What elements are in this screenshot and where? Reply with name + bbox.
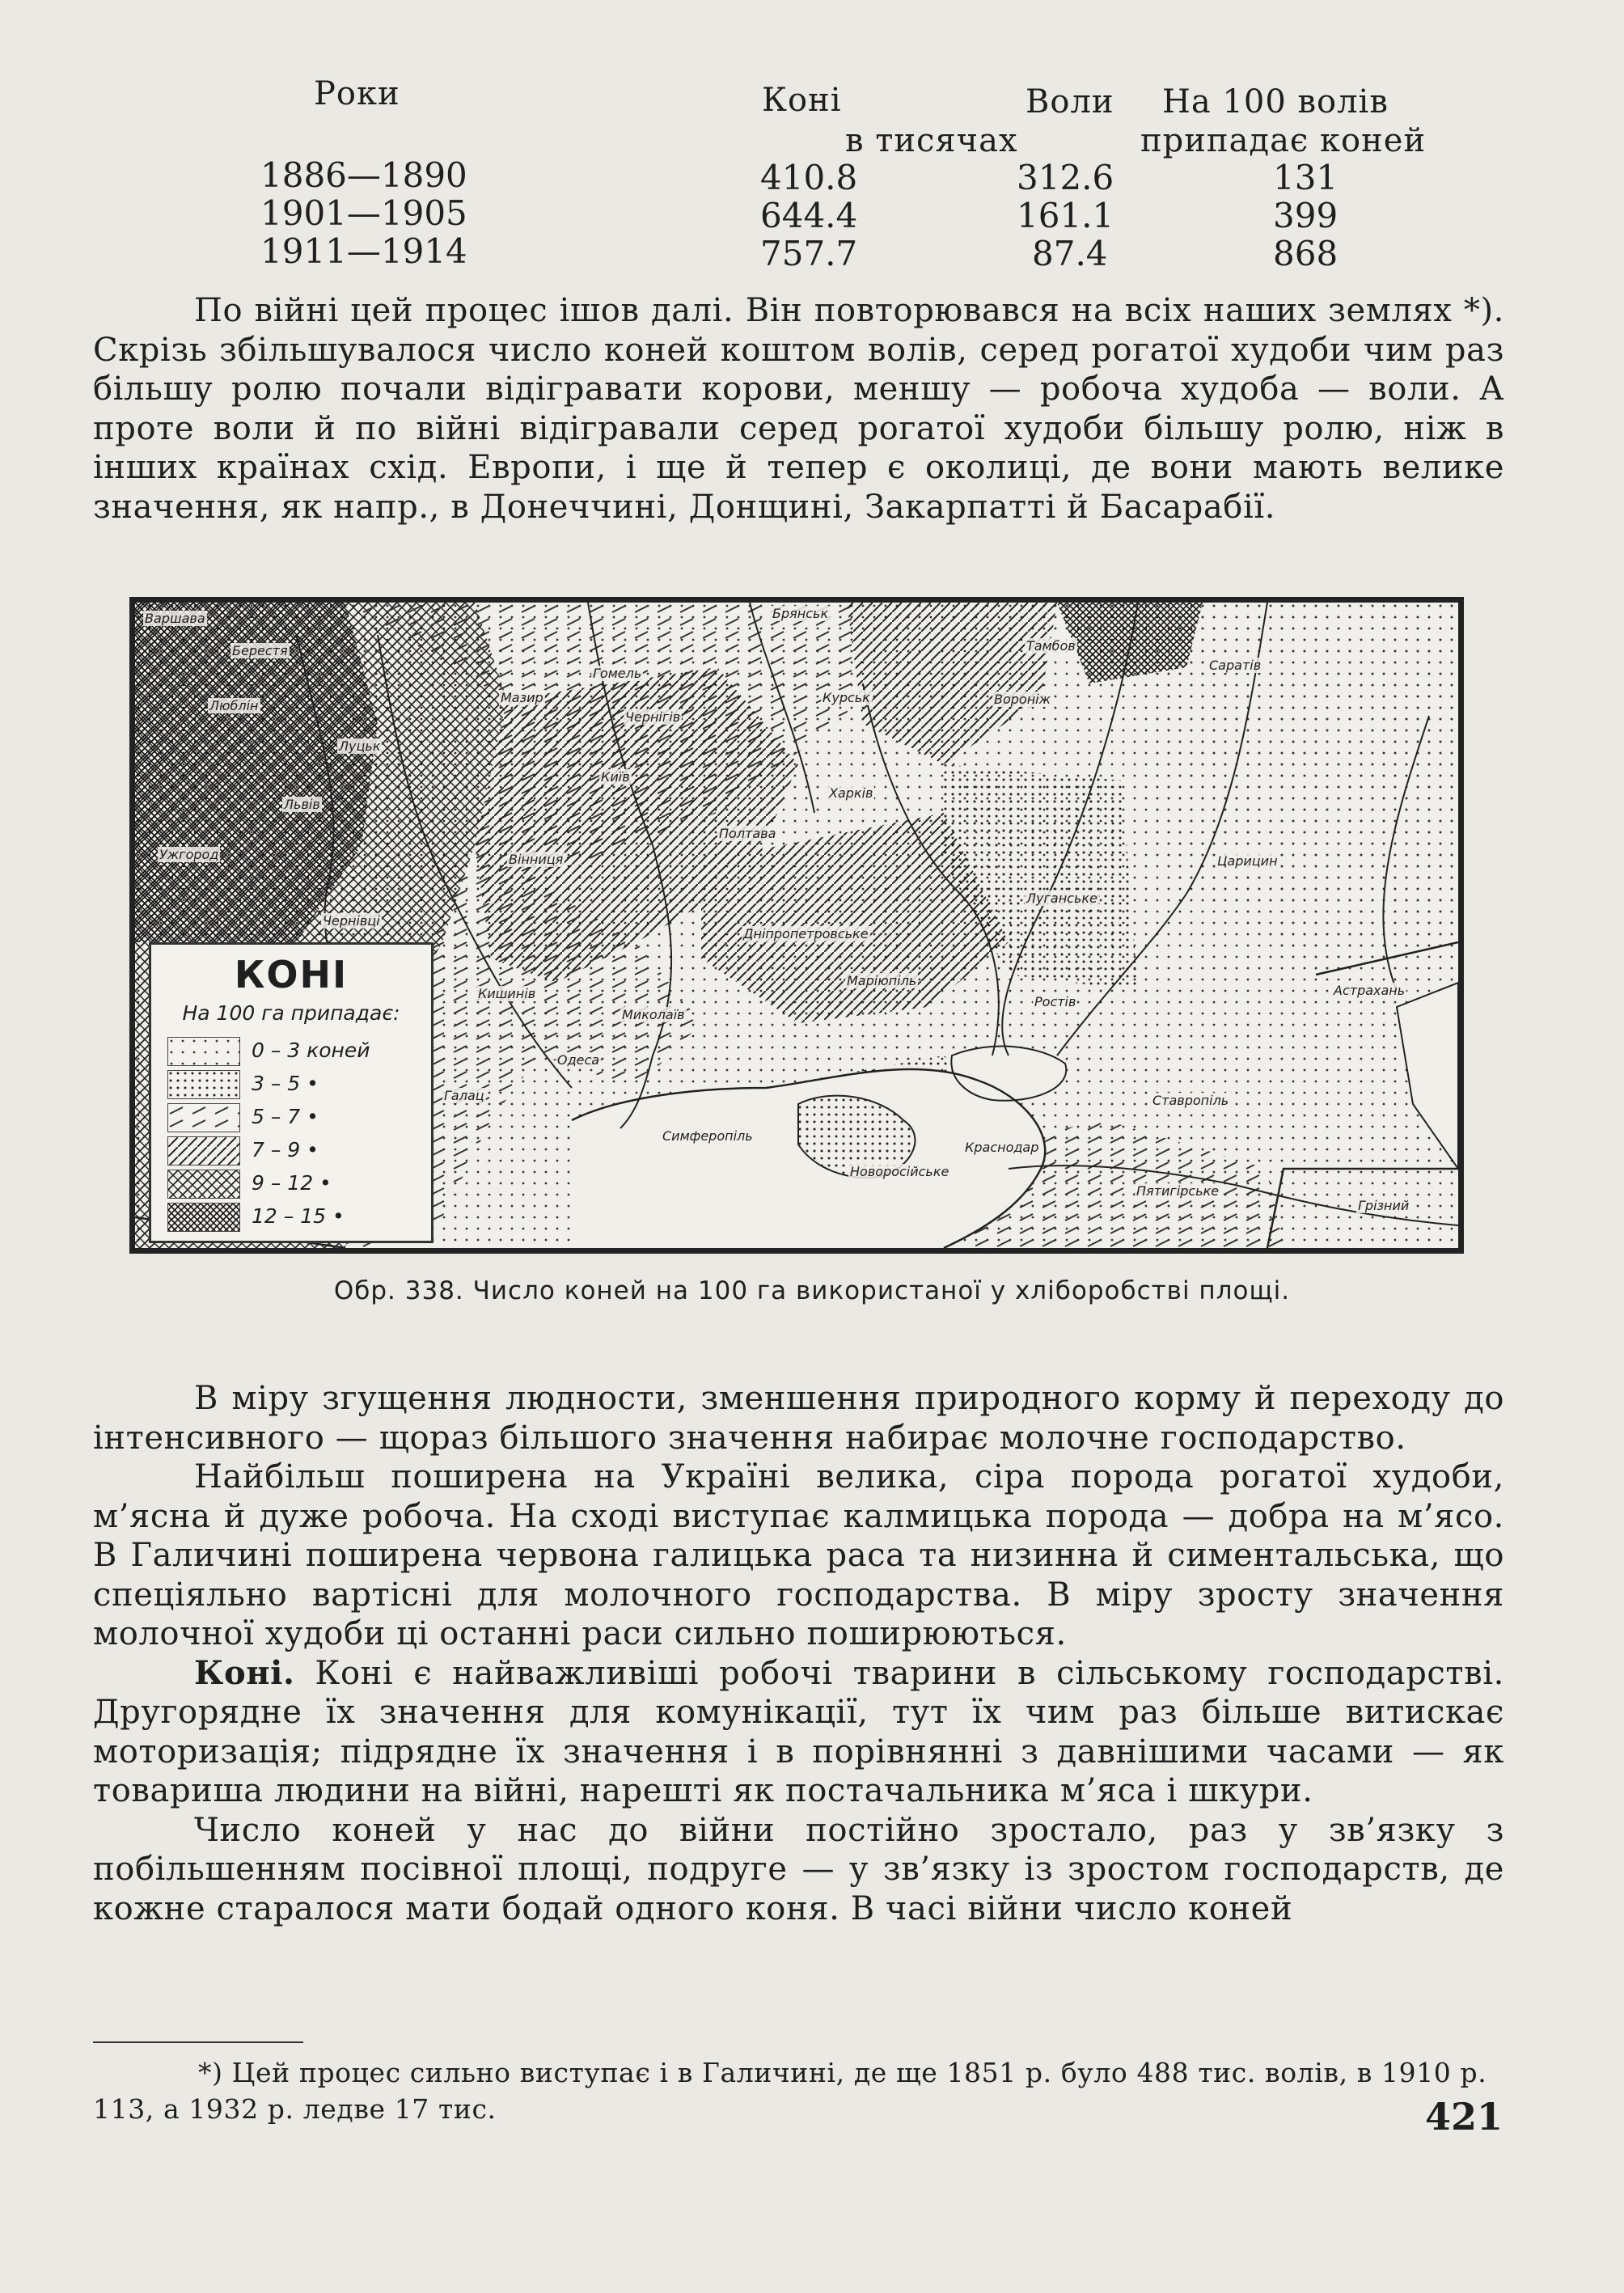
table-cell-horses: 757.7 xyxy=(760,234,858,273)
city-label: Миколаїв xyxy=(622,1007,685,1022)
city-label: Царицин xyxy=(1217,853,1278,869)
legend-label: 3 – 5 • xyxy=(252,1072,319,1095)
table-header-oxen: Воли xyxy=(1026,83,1114,121)
table-header-per100-sub: припадає коней xyxy=(1140,122,1427,159)
table-header-years: Роки xyxy=(314,75,400,112)
paragraph-text: Число коней у нас до війни постійно зростало, раз у зв’язку з побільшенням посівної площі, подруге — у зв’язку із зростом господарств, де кожне старалося мати бодай одного коня. В часі війни число коней xyxy=(93,1811,1504,1927)
table-cell-oxen: 161.1 xyxy=(1017,196,1114,235)
table-cell-horses: 410.8 xyxy=(760,158,858,197)
city-label: Тамбов xyxy=(1026,638,1076,654)
city-label: Симферопіль xyxy=(662,1128,753,1144)
legend-label: 5 – 7 • xyxy=(252,1105,319,1128)
city-label: Люблін xyxy=(209,698,259,713)
section-heading: Коні. xyxy=(194,1653,295,1692)
legend-subtitle: На 100 га припадає: xyxy=(182,1001,400,1025)
table-cell-years: 1911—1914 xyxy=(260,231,467,271)
city-label: Дніпропетровське xyxy=(743,926,869,941)
city-label: Ростів xyxy=(1034,994,1076,1009)
paragraph-text: В міру згущення людности, зменшення природного корму й переходу до інтенсивного — щораз більшого значення набирає молочне господарство. xyxy=(93,1380,1504,1457)
city-label: Грізний xyxy=(1358,1198,1410,1213)
legend-swatch xyxy=(167,1170,240,1199)
map-legend xyxy=(149,942,433,1243)
table-cell-ratio: 399 xyxy=(1273,196,1339,235)
page-number: 421 xyxy=(1424,2095,1503,2139)
legend-label: 12 – 15 • xyxy=(252,1204,345,1228)
city-label: Вінниця xyxy=(509,852,564,867)
city-label: Маріюпіль xyxy=(847,973,917,988)
table-header-per100: На 100 волів xyxy=(1162,83,1389,121)
legend-swatch xyxy=(167,1203,240,1232)
city-label: Краснодар xyxy=(965,1140,1039,1155)
city-label: Одеса xyxy=(557,1052,600,1068)
paragraph-horses xyxy=(93,1654,1504,1811)
city-label: Чернігів xyxy=(625,709,681,725)
legend-swatch xyxy=(167,1103,240,1132)
table-cell-years: 1886—1890 xyxy=(260,155,467,195)
legend-label: 0 – 3 коней xyxy=(252,1039,370,1062)
city-label: Луцьк xyxy=(339,738,381,754)
figure-caption: Обр. 338. Число коней на 100 га використаної у хліборобстві площі. xyxy=(333,1276,1291,1305)
city-label: Кишинів xyxy=(478,986,536,1001)
legend-swatch xyxy=(167,1037,240,1066)
paragraph-text: По війні цей процес ішов далі. Він повторювався на всіх наших землях *). Скрізь збільшувалося число коней коштом волів, серед рогатої худоби чим раз більшу ролю почали відігравати корови, меншу — робоча худоба — воли. А проте воли й по війні відігравали серед рогатої худоби більшу ролю, ніж в інших країнах схід. Европи, і ще й тепер є околиці, де вони мають велике значення, як напр., в Донеччині, Донщині, Закарпатті й Басарабії. xyxy=(93,292,1504,526)
city-label: Ставропіль xyxy=(1152,1093,1229,1108)
city-label: Вороніж xyxy=(994,692,1051,707)
table-cell-oxen: 87.4 xyxy=(1032,234,1108,273)
map-figure xyxy=(129,597,1464,1254)
legend-label: 7 – 9 • xyxy=(252,1138,319,1161)
city-label: Полтава xyxy=(719,826,776,841)
city-label: Харків xyxy=(829,785,873,801)
table-cell-years: 1901—1905 xyxy=(260,193,467,233)
legend-swatch xyxy=(167,1070,240,1099)
city-label: Новоросійське xyxy=(850,1164,949,1179)
city-label: Гомель xyxy=(593,666,642,681)
legend-title: КОНІ xyxy=(234,953,349,996)
footnote-rule xyxy=(93,2041,303,2043)
paragraph-text: Коні є найважливіші робочі тварини в сільському господарстві. Другорядне їх значення для комунікації, тут їх чим раз більше витискає моторизація; підрядне їх значення і в порівнянні з давнішими часами — як товариша людини на війні, нарешті як постачальника м’яса і шкури. xyxy=(93,1654,1504,1809)
city-label: Галац xyxy=(444,1088,484,1103)
city-label: Луганське xyxy=(1026,891,1097,906)
table-cell-ratio: 868 xyxy=(1273,234,1339,273)
footnote: *) Цей процес сильно виступає і в Галичині, де ще 1851 р. було 488 тис. волів, в 1910 р. 113, а 1932 р. ледве 17 тис. xyxy=(93,2057,1487,2125)
city-label: Мазир xyxy=(501,690,543,705)
table-header-unit: в тисячах xyxy=(845,122,1018,159)
city-label: Брянськ xyxy=(772,606,829,621)
city-label: Саратів xyxy=(1209,658,1262,673)
table-cell-horses: 644.4 xyxy=(760,196,858,235)
city-label: Львів xyxy=(284,797,320,812)
legend-swatch xyxy=(167,1136,240,1166)
paragraph xyxy=(93,291,1504,527)
table-cell-oxen: 312.6 xyxy=(1017,158,1114,197)
paragraph xyxy=(93,1379,1504,1928)
city-label: Берестя xyxy=(232,643,288,658)
city-label: Варшава xyxy=(145,611,205,626)
city-label: Курськ xyxy=(823,690,870,705)
table-cell-ratio: 131 xyxy=(1273,158,1339,197)
table-header-horses: Коні xyxy=(762,82,842,119)
city-label: Пятигірське xyxy=(1136,1183,1220,1199)
city-label: Чернівці xyxy=(323,913,380,929)
legend-label: 9 – 12 • xyxy=(252,1171,332,1195)
city-label: Ужгород xyxy=(159,847,219,862)
city-label: Київ xyxy=(601,769,630,785)
paragraph-text: Найбільш поширена на Україні велика, сіра порода рогатої худоби, м’ясна й дуже робоча. На сході виступає калмицька порода — добра на м’ясо. В Галичині поширена червона галицька раса та низинна й симентальська, що спеціяльно вартісні для молочного господарства. В міру зросту значення молочної худоби ці останні раси сильно поширюються. xyxy=(93,1458,1504,1652)
city-label: Астрахань xyxy=(1334,983,1406,998)
